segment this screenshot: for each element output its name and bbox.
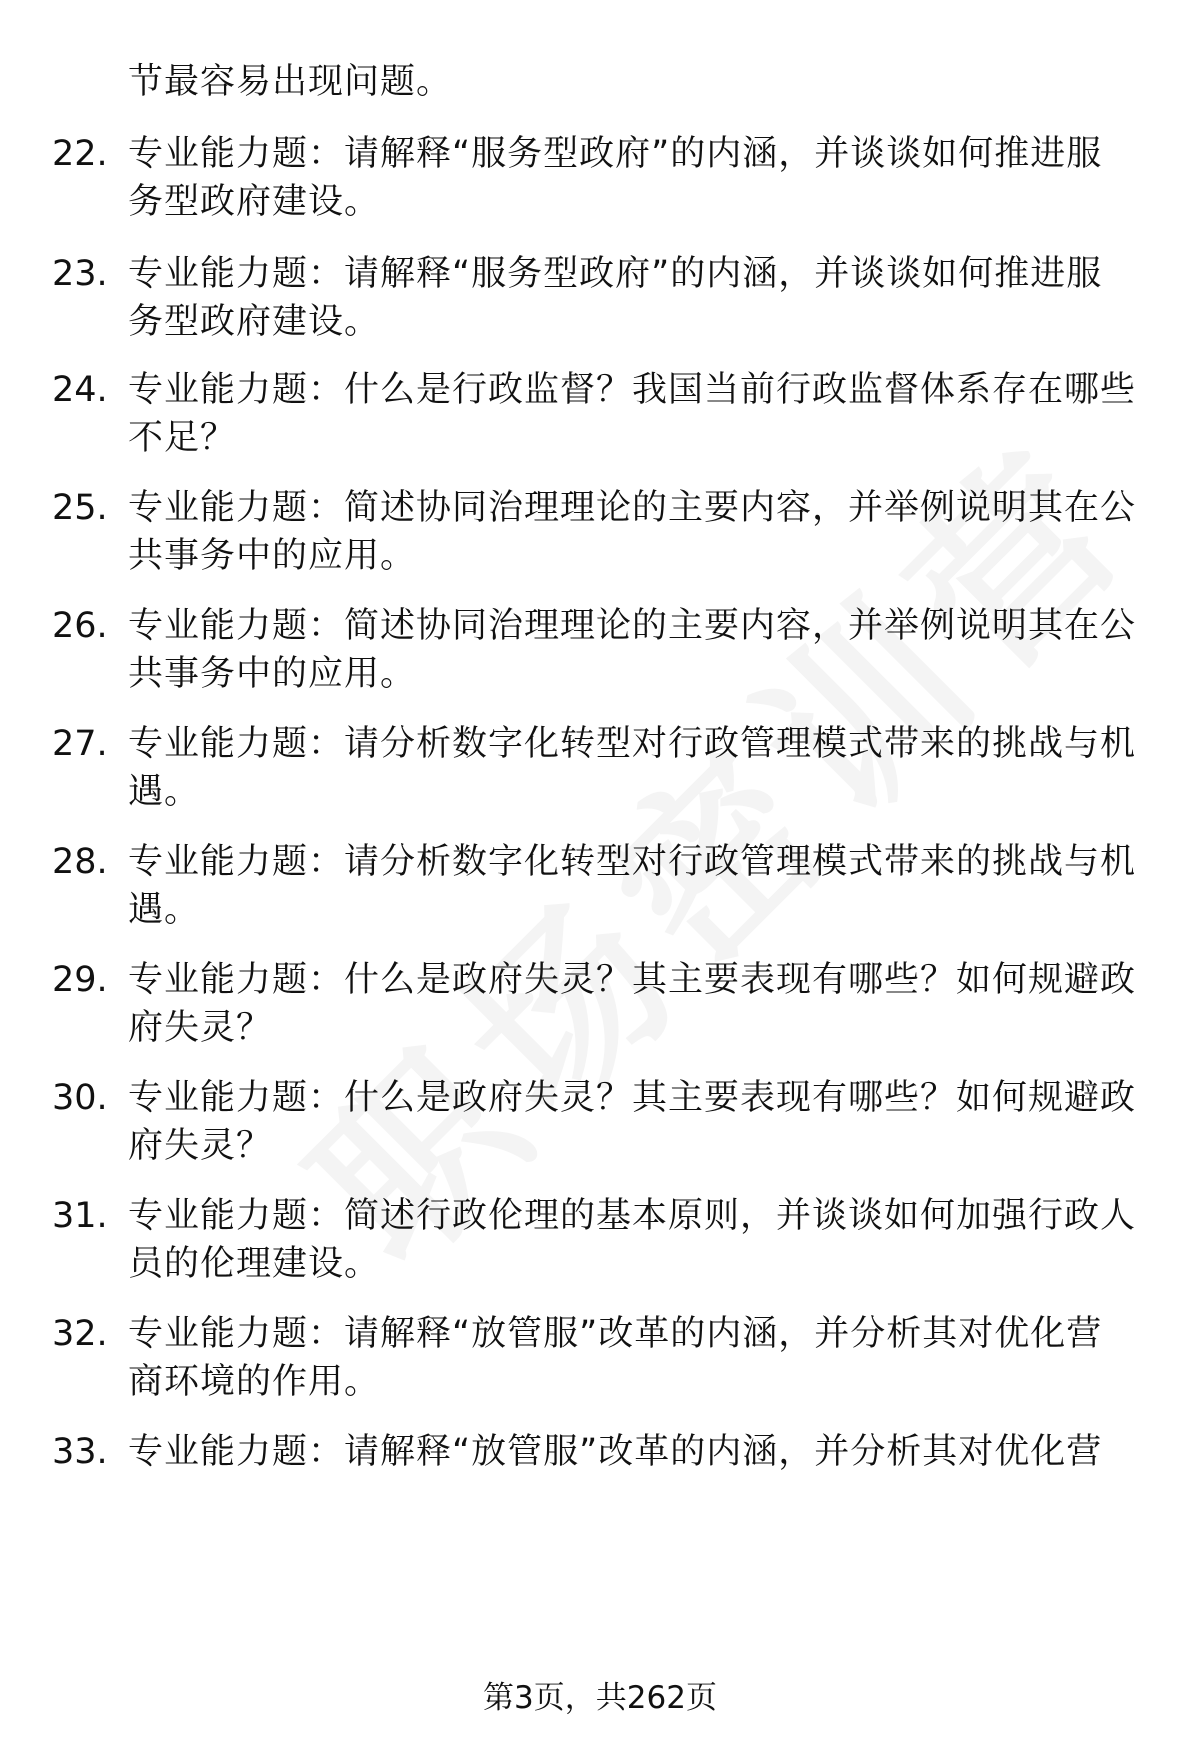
question-text (128, 1192, 1138, 1288)
question-line: 专业能力题：请解释“服务型政府”的内涵，并谈谈如何推进服 (128, 134, 1103, 174)
question-line: 共事务中的应用。 (128, 536, 417, 576)
question-line: 务型政府建设。 (128, 182, 381, 222)
question-line: 府失灵？ (128, 1008, 273, 1048)
question-text (128, 838, 1138, 934)
question-text (128, 956, 1138, 1052)
question-line: 商环境的作用。 (128, 1362, 381, 1402)
question-text (128, 1428, 1138, 1476)
question-line: 专业能力题：请解释“放管服”改革的内涵，并分析其对优化营 (128, 1432, 1103, 1472)
question-line: 专业能力题：简述行政伦理的基本原则，并谈谈如何加强行政人 (128, 1196, 1137, 1236)
question-line: 专业能力题：什么是政府失灵？其主要表现有哪些？如何规避政 (128, 960, 1137, 1000)
question-number: 22. (52, 134, 108, 174)
question-line: 专业能力题：请解释“放管服”改革的内涵，并分析其对优化营 (128, 1314, 1103, 1354)
question-text (128, 130, 1138, 226)
question-number: 31. (52, 1196, 108, 1236)
question-line: 专业能力题：简述协同治理理论的主要内容，并举例说明其在公 (128, 606, 1137, 646)
question-number: 23. (52, 254, 108, 294)
question-text (128, 366, 1138, 462)
question-line: 专业能力题：什么是政府失灵？其主要表现有哪些？如何规避政 (128, 1078, 1137, 1118)
question-number: 33. (52, 1432, 108, 1472)
question-item (0, 1428, 1200, 1528)
question-line: 专业能力题：请分析数字化转型对行政管理模式带来的挑战与机 (128, 724, 1137, 764)
page-footer: 第3页，共262页 (483, 1680, 717, 1716)
question-number: 32. (52, 1314, 108, 1354)
question-item (0, 484, 1200, 584)
question-item (0, 130, 1200, 230)
question-number: 26. (52, 606, 108, 646)
question-line: 遇。 (128, 890, 201, 930)
question-text (128, 720, 1138, 816)
question-item (0, 1310, 1200, 1410)
question-text (128, 484, 1138, 580)
question-text (128, 1310, 1138, 1406)
question-text (128, 1074, 1138, 1170)
continuation-line: 节最容易出现问题。 (128, 62, 453, 102)
question-number: 30. (52, 1078, 108, 1118)
question-item (0, 720, 1200, 820)
question-line: 专业能力题：简述协同治理理论的主要内容，并举例说明其在公 (128, 488, 1137, 528)
question-line: 不足？ (128, 418, 237, 458)
question-item (0, 1074, 1200, 1174)
question-number: 28. (52, 842, 108, 882)
question-item (0, 838, 1200, 938)
question-text (128, 250, 1138, 346)
question-line: 专业能力题：请解释“服务型政府”的内涵，并谈谈如何推进服 (128, 254, 1103, 294)
question-line: 共事务中的应用。 (128, 654, 417, 694)
question-item (0, 366, 1200, 466)
question-line: 遇。 (128, 772, 201, 812)
question-item (0, 602, 1200, 702)
question-item (0, 250, 1200, 350)
question-line: 专业能力题：请分析数字化转型对行政管理模式带来的挑战与机 (128, 842, 1137, 882)
question-line: 务型政府建设。 (128, 302, 381, 342)
question-line: 员的伦理建设。 (128, 1244, 381, 1284)
question-number: 27. (52, 724, 108, 764)
question-number: 25. (52, 488, 108, 528)
question-line: 府失灵？ (128, 1126, 273, 1166)
question-item (0, 1192, 1200, 1292)
question-number: 29. (52, 960, 108, 1000)
question-item (0, 956, 1200, 1056)
question-text (128, 602, 1138, 698)
question-line: 专业能力题：什么是行政监督？我国当前行政监督体系存在哪些 (128, 370, 1137, 410)
question-number: 24. (52, 370, 108, 410)
